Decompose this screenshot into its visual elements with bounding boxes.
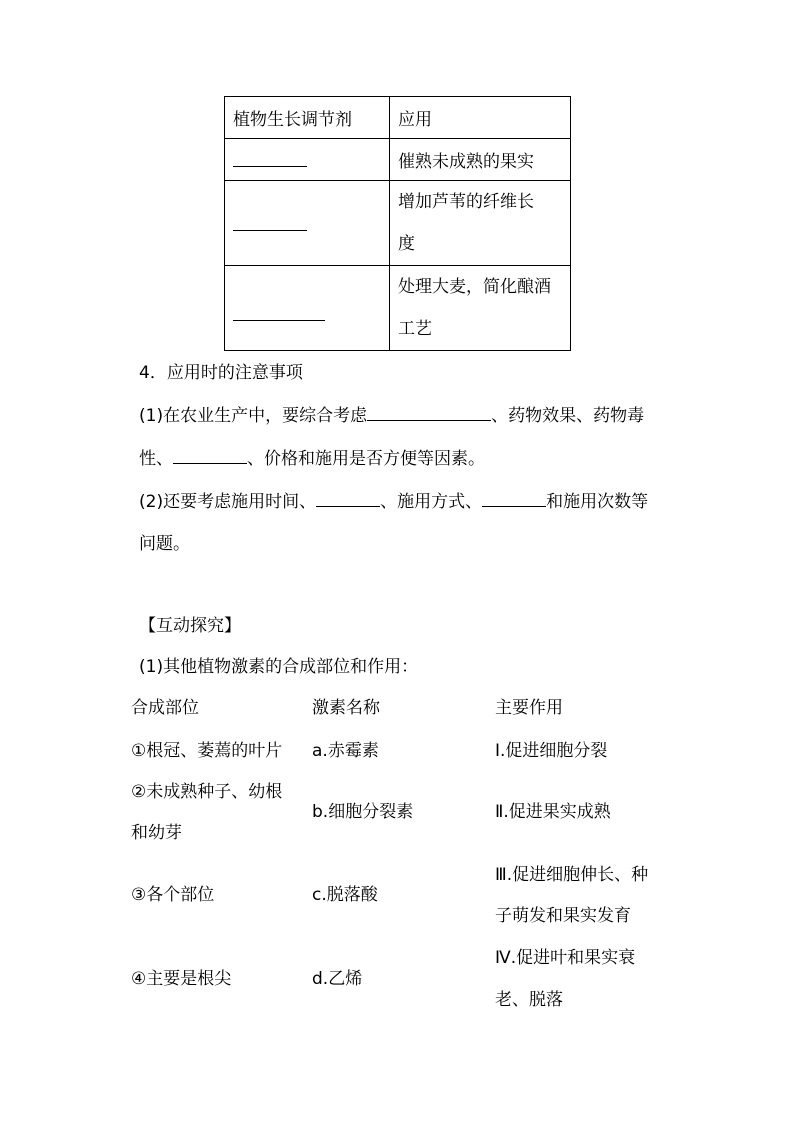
site-item: ③各个部位	[131, 885, 215, 905]
hormone-effect: Ⅱ.促进果实成熟	[495, 802, 611, 822]
site-item: ④主要是根尖	[131, 969, 232, 989]
column-site: 合成部位	[131, 698, 199, 718]
column-effect: 主要作用	[495, 698, 563, 718]
site-item: 和幼芽	[131, 823, 182, 843]
hormone-name: d.乙烯	[312, 969, 363, 989]
answer-cell	[225, 139, 390, 181]
hormone-name: c.脱落酸	[312, 885, 378, 905]
table-row	[225, 181, 571, 266]
application-cell: 催熟未成熟的果实	[390, 139, 571, 181]
table-header-row	[225, 97, 571, 139]
fill-blank[interactable]	[367, 404, 491, 421]
section4-item2-line1: (2)还要考虑施用时间、 、施用方式、 和施用次数等	[139, 492, 649, 512]
site-item: ②未成熟种子、幼根	[131, 782, 283, 802]
hormone-name: a.赤霉素	[312, 741, 379, 761]
table-row	[225, 266, 571, 351]
hormone-effect: 老、脱落	[495, 990, 563, 1010]
answer-blank[interactable]	[233, 306, 325, 321]
answer-blank[interactable]	[233, 152, 307, 167]
regulator-table	[224, 96, 571, 351]
hormone-effect: Ⅳ.促进叶和果实衰	[495, 948, 636, 968]
application-cell: 增加芦苇的纤维长 度	[390, 181, 571, 266]
explore-heading: 【互动探究】	[139, 616, 241, 636]
explore-intro: (1)其他植物激素的合成部位和作用：	[139, 657, 419, 677]
fill-blank[interactable]	[482, 490, 546, 507]
section4-heading: 4．应用时的注意事项	[139, 363, 303, 383]
fill-blank[interactable]	[173, 447, 247, 464]
hormone-effect: 子萌发和果实发育	[495, 906, 631, 926]
answer-cell	[225, 181, 390, 266]
site-item: ①根冠、萎蔫的叶片	[131, 741, 283, 761]
section4-item1-line2: 性、 、价格和施用是否方便等因素。	[139, 449, 485, 469]
section4-item2-line2: 问题。	[139, 534, 190, 554]
hormone-effect: Ⅲ.促进细胞伸长、种	[495, 865, 649, 885]
section4-item1-line1: (1)在农业生产中，要综合考虑 、药物效果、药物毒	[139, 406, 645, 426]
hormone-name: b.细胞分裂素	[312, 802, 414, 822]
table-row	[225, 139, 571, 181]
header-regulator: 植物生长调节剂	[225, 97, 390, 139]
header-application: 应用	[390, 97, 571, 139]
application-cell: 处理大麦，简化酿酒 工艺	[390, 266, 571, 351]
hormone-effect: Ⅰ.促进细胞分裂	[495, 741, 608, 761]
answer-blank[interactable]	[233, 216, 307, 231]
answer-cell	[225, 266, 390, 351]
column-name: 激素名称	[312, 698, 380, 718]
fill-blank[interactable]	[316, 490, 380, 507]
